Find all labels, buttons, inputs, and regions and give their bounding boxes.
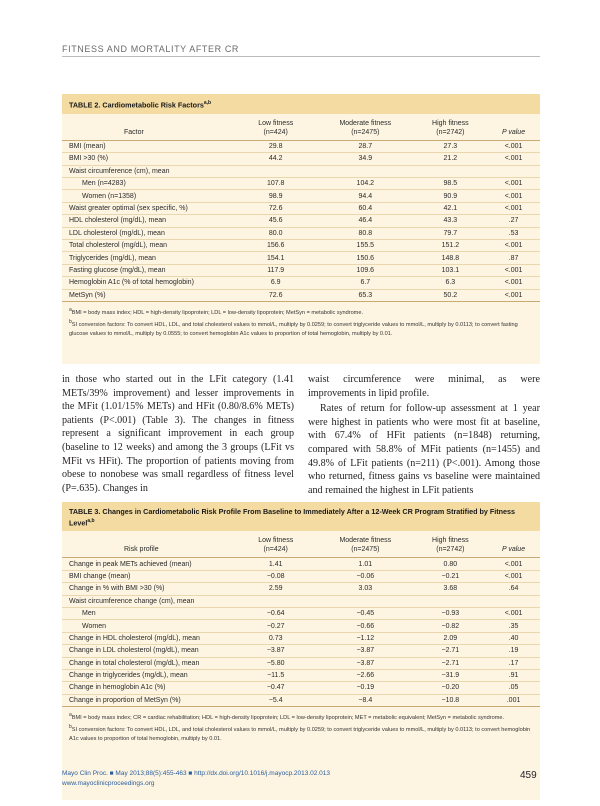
low-fitness-value: 45.6: [234, 215, 317, 227]
table-row: [62, 632, 540, 644]
table-row: [62, 570, 540, 582]
low-fitness-value: −0.64: [234, 607, 317, 619]
p-value: .53: [487, 227, 540, 239]
table-2-grid: [62, 114, 540, 302]
low-fitness-value: 6.9: [234, 277, 317, 289]
p-value: <.001: [487, 190, 540, 202]
table-2-footnote-a: $^a$BMI = body mass index; HDL = high-density lipoprotein; LDL = low-density lipoprotein; MetSyn = metabolic syndrome.: [69, 306, 364, 316]
high-fitness-value: 3.68: [414, 583, 488, 595]
table-row: [62, 215, 540, 227]
high-fitness-value: −2.71: [414, 657, 488, 669]
table-3-caption: [62, 502, 540, 531]
p-value: <.001: [487, 570, 540, 582]
low-fitness-value: −5.80: [234, 657, 317, 669]
running-header: FITNESS AND MORTALITY AFTER CR: [62, 44, 240, 54]
t2-header-blank: [62, 114, 234, 128]
moderate-fitness-value: [317, 165, 414, 177]
t3-header-moderate-n: (n=2475): [317, 545, 414, 558]
row-label: MetSyn (%): [62, 289, 234, 301]
low-fitness-value: 44.2: [234, 153, 317, 165]
body-column-left: [62, 373, 294, 495]
p-value: <.001: [487, 289, 540, 301]
high-fitness-value: [414, 595, 488, 607]
low-fitness-value: [234, 595, 317, 607]
high-fitness-value: 50.2: [414, 289, 488, 301]
high-fitness-value: −10.8: [414, 694, 488, 706]
row-label: Men: [62, 607, 234, 619]
moderate-fitness-value: 34.9: [317, 153, 414, 165]
p-value: .91: [487, 669, 540, 681]
moderate-fitness-value: 6.7: [317, 277, 414, 289]
row-label: Change in triglycerides (mg/dL), mean: [62, 669, 234, 681]
moderate-fitness-value: 155.5: [317, 240, 414, 252]
moderate-fitness-value: −2.66: [317, 669, 414, 681]
low-fitness-value: 154.1: [234, 252, 317, 264]
high-fitness-value: [414, 165, 488, 177]
t3-header-risk-profile: Risk profile: [62, 545, 234, 558]
moderate-fitness-value: 150.6: [317, 252, 414, 264]
high-fitness-value: 98.5: [414, 178, 488, 190]
row-label: HDL cholesterol (mg/dL), mean: [62, 215, 234, 227]
p-value: [487, 165, 540, 177]
moderate-fitness-value: −0.45: [317, 607, 414, 619]
p-value: <.001: [487, 178, 540, 190]
row-label: Change in hemoglobin A1c (%): [62, 682, 234, 694]
low-fitness-value: 107.8: [234, 178, 317, 190]
p-value: .64: [487, 583, 540, 595]
table-row: [62, 202, 540, 214]
table-row: [62, 694, 540, 706]
high-fitness-value: 90.9: [414, 190, 488, 202]
low-fitness-value: 29.8: [234, 140, 317, 152]
body-right-paragraph-2: Rates of return for follow-up assessment at 1 year were highest in patients who were most fit at baseline, with 67.4% of HFit patients (n=1848) returning, compared with 58.8% of MFit patients (n=1455) and 49.8% of LFit patients (n=211) (P<.001). Among those who returned, fitness gains vs baseline were maintained and remained the highest in LFit patients: [308, 403, 540, 496]
moderate-fitness-value: −0.19: [317, 682, 414, 694]
table-3-caption-text: TABLE 3. Changes in Cardiometabolic Risk Profile From Baseline to Immediately After a 12-Week CR Program Stratified by Fitness Level: [69, 507, 516, 527]
low-fitness-value: 72.6: [234, 202, 317, 214]
row-label: Change in proportion of MetSyn (%): [62, 694, 234, 706]
table-3-body: [62, 558, 540, 707]
p-value: <.001: [487, 140, 540, 152]
footer-citation[interactable]: Mayo Clin Proc. ■ May 2013;88(5):455-463 ■ http://dx.doi.org/10.1016/j.mayocp.2013.02.013: [62, 770, 331, 777]
table-2-caption-sup: a,b: [203, 100, 212, 106]
table-3: [62, 502, 540, 800]
high-fitness-value: −2.71: [414, 645, 488, 657]
table-row: [62, 583, 540, 595]
row-label: Women: [62, 620, 234, 632]
table-row: [62, 607, 540, 619]
t2-header-factor: Factor: [62, 128, 234, 141]
t3-header-high: High fitness: [432, 537, 469, 545]
body-column-right: [308, 373, 540, 497]
low-fitness-value: 0.73: [234, 632, 317, 644]
p-value: <.001: [487, 277, 540, 289]
body-right-paragraph-1: waist circumference were minimal, as were improvements in lipid profile.: [308, 374, 540, 399]
row-label: Men (n=4283): [62, 178, 234, 190]
low-fitness-value: [234, 165, 317, 177]
table-row: [62, 227, 540, 239]
p-value: <.001: [487, 153, 540, 165]
table-row: [62, 190, 540, 202]
row-label: Change in % with BMI >30 (%): [62, 583, 234, 595]
table-3-footnote-b: $^b$SI conversion factors: To convert HDL, LDL, and total cholesterol values to mmol/L, multiply by 0.0259; to convert triglyceride values to mmol/L, multiply by 0.0113; to convert hemoglobin A1c values to proportion of total hemoglobin, multiply by 0.01.: [69, 724, 531, 742]
table-2-caption-text: TABLE 2. Cardiometabolic Risk Factors: [69, 100, 204, 110]
table-row: [62, 264, 540, 276]
low-fitness-value: 98.9: [234, 190, 317, 202]
table-2-body: [62, 140, 540, 301]
p-value: .87: [487, 252, 540, 264]
t2-header-low: Low fitness: [258, 119, 294, 127]
p-value: .001: [487, 694, 540, 706]
high-fitness-value: 2.09: [414, 632, 488, 644]
low-fitness-value: −0.27: [234, 620, 317, 632]
high-fitness-value: 6.3: [414, 277, 488, 289]
high-fitness-value: 148.8: [414, 252, 488, 264]
row-label: Change in HDL cholesterol (mg/dL), mean: [62, 632, 234, 644]
table-row: [62, 620, 540, 632]
high-fitness-value: 151.2: [414, 240, 488, 252]
t2-footnote-b-text: SI conversion factors: To convert HDL, LDL, and total cholesterol values to mmol/L, multiply by 0.0259; to convert triglyceride values to mmol/L, multiply by 0.0113; to convert fasting glucose values to mmol/L, multiply by 0.0555; to convert hemoglobin A1c values to proportion of total hemoglobin, multiply by 0.01.: [69, 322, 518, 337]
p-value: <.001: [487, 240, 540, 252]
row-label: Change in LDL cholesterol (mg/dL), mean: [62, 645, 234, 657]
high-fitness-value: −0.20: [414, 682, 488, 694]
high-fitness-value: 103.1: [414, 264, 488, 276]
low-fitness-value: −0.08: [234, 570, 317, 582]
t2-header-p-blank: [487, 114, 540, 128]
high-fitness-value: −0.93: [414, 607, 488, 619]
table-row: [62, 165, 540, 177]
row-label: LDL cholesterol (mg/dL), mean: [62, 227, 234, 239]
t3-header-blank: [62, 531, 234, 545]
row-label: Waist greater optimal (sex specific, %): [62, 202, 234, 214]
t2-header-moderate: Moderate fitness: [339, 119, 392, 127]
table-row: [62, 657, 540, 669]
p-value: .17: [487, 657, 540, 669]
table-3-footnote-a: $^a$BMI = body mass index; CR = cardiac rehabilitation; HDL = high-density lipoprotein; LDL = low-density lipoprotein; MET = metabolic equivalent; MetSyn = metabolic syndrome.: [69, 712, 505, 721]
row-label: BMI change (mean): [62, 570, 234, 582]
table-row: [62, 153, 540, 165]
header-rule: [62, 56, 540, 57]
moderate-fitness-value: −3.87: [317, 645, 414, 657]
table-row: [62, 558, 540, 570]
moderate-fitness-value: 46.4: [317, 215, 414, 227]
table-row: [62, 595, 540, 607]
table-2-caption: [62, 94, 540, 114]
moderate-fitness-value: 65.3: [317, 289, 414, 301]
t2-header-high-n: (n=2742): [414, 128, 488, 141]
t3-header-p-blank: [487, 531, 540, 545]
t2-footnote-a-text: BMI = body mass index; HDL = high-density lipoprotein; LDL = low-density lipoprotein; MetSyn = metabolic syndrome.: [71, 309, 364, 316]
p-value: <.001: [487, 264, 540, 276]
p-value: .05: [487, 682, 540, 694]
low-fitness-value: −5.4: [234, 694, 317, 706]
high-fitness-value: 43.3: [414, 215, 488, 227]
t2-header-moderate-n: (n=2475): [317, 128, 414, 141]
body-left-paragraph: in those who started out in the LFit category (1.41 METs/39% improvement) and lesser improvements in the MFit (1.01/15% METs) and HFit (0.80/8.6% METs) patients (P<.001) (Table 3). The changes in fitness represent a significant improvement in each group (baseline to 12 weeks) and among the 3 groups (LFit vs MFit vs HFit). The proportion of patients moving from obese to nonobese was small regardless of fitness level (P=.635). Changes in: [62, 374, 294, 494]
moderate-fitness-value: −0.66: [317, 620, 414, 632]
table-row: [62, 289, 540, 301]
table-row: [62, 669, 540, 681]
row-label: Change in peak METs achieved (mean): [62, 558, 234, 570]
low-fitness-value: 72.6: [234, 289, 317, 301]
low-fitness-value: 156.6: [234, 240, 317, 252]
table-row: [62, 277, 540, 289]
row-label: BMI >30 (%): [62, 153, 234, 165]
t3-footnote-b-text: SI conversion factors: To convert HDL, LDL, and total cholesterol values to mmol/L, multiply by 0.0259; to convert triglyceride values to mmol/L, multiply by 0.0113; to convert hemoglobin A1c values to proportion of total hemoglobin, multiply by 0.01.: [69, 727, 531, 742]
high-fitness-value: 42.1: [414, 202, 488, 214]
p-value: .35: [487, 620, 540, 632]
table-2: [62, 94, 540, 364]
p-value: .19: [487, 645, 540, 657]
t3-header-moderate: Moderate fitness: [339, 537, 392, 545]
low-fitness-value: 117.9: [234, 264, 317, 276]
moderate-fitness-value: 1.01: [317, 558, 414, 570]
low-fitness-value: 80.0: [234, 227, 317, 239]
moderate-fitness-value: −3.87: [317, 657, 414, 669]
row-label: Waist circumference change (cm), mean: [62, 595, 234, 607]
moderate-fitness-value: 3.03: [317, 583, 414, 595]
moderate-fitness-value: −8.4: [317, 694, 414, 706]
p-value: [487, 595, 540, 607]
table-3-grid: [62, 531, 540, 707]
row-label: Change in total cholesterol (mg/dL), mean: [62, 657, 234, 669]
t3-header-p: P value: [487, 545, 540, 558]
p-value: .27: [487, 215, 540, 227]
page-number: 459: [520, 770, 537, 781]
row-label: Total cholesterol (mg/dL), mean: [62, 240, 234, 252]
row-label: Hemoglobin A1c (% of total hemoglobin): [62, 277, 234, 289]
t3-header-high-n: (n=2742): [414, 545, 488, 558]
high-fitness-value: 21.2: [414, 153, 488, 165]
p-value: <.001: [487, 202, 540, 214]
row-label: BMI (mean): [62, 140, 234, 152]
t3-header-low: Low fitness: [258, 537, 294, 545]
table-row: [62, 682, 540, 694]
row-label: Triglycerides (mg/dL), mean: [62, 252, 234, 264]
t2-header-high: High fitness: [432, 119, 469, 127]
moderate-fitness-value: 28.7: [317, 140, 414, 152]
table-row: [62, 178, 540, 190]
table-3-caption-sup: a,b: [87, 517, 95, 524]
high-fitness-value: 79.7: [414, 227, 488, 239]
t2-header-p: P value: [487, 128, 540, 141]
table-row: [62, 645, 540, 657]
moderate-fitness-value: 60.4: [317, 202, 414, 214]
row-label: Women (n=1358): [62, 190, 234, 202]
t3-footnote-a-text: BMI = body mass index; CR = cardiac rehabilitation; HDL = high-density lipoprotein; LDL = low-density lipoprotein; MET = metabolic equivalent; MetSyn = metabolic syndrome.: [71, 714, 505, 721]
moderate-fitness-value: −1.12: [317, 632, 414, 644]
moderate-fitness-value: 80.8: [317, 227, 414, 239]
high-fitness-value: −31.9: [414, 669, 488, 681]
low-fitness-value: −11.5: [234, 669, 317, 681]
p-value: <.001: [487, 558, 540, 570]
t2-header-low-n: (n=424): [234, 128, 317, 141]
moderate-fitness-value: [317, 595, 414, 607]
moderate-fitness-value: 109.6: [317, 264, 414, 276]
high-fitness-value: 27.3: [414, 140, 488, 152]
high-fitness-value: −0.21: [414, 570, 488, 582]
moderate-fitness-value: −0.06: [317, 570, 414, 582]
moderate-fitness-value: 94.4: [317, 190, 414, 202]
table-row: [62, 240, 540, 252]
footer-website-link[interactable]: www.mayoclinicproceedings.org: [62, 780, 155, 787]
p-value: <.001: [487, 607, 540, 619]
p-value: .40: [487, 632, 540, 644]
low-fitness-value: 2.59: [234, 583, 317, 595]
t3-header-low-n: (n=424): [234, 545, 317, 558]
high-fitness-value: 0.80: [414, 558, 488, 570]
table-row: [62, 140, 540, 152]
row-label: Waist circumference (cm), mean: [62, 165, 234, 177]
table-row: [62, 252, 540, 264]
low-fitness-value: 1.41: [234, 558, 317, 570]
moderate-fitness-value: 104.2: [317, 178, 414, 190]
low-fitness-value: −3.87: [234, 645, 317, 657]
high-fitness-value: −0.82: [414, 620, 488, 632]
row-label: Fasting glucose (mg/dL), mean: [62, 264, 234, 276]
table-2-footnote-b: $^b$SI conversion factors: To convert HDL, LDL, and total cholesterol values to mmol/L, multiply by 0.0259; to convert triglyceride values to mmol/L, multiply by 0.0113; to convert fasting glucose values to mmol/L, multiply by 0.0555; to convert hemoglobin A1c values to proportion of total hemoglobin, multiply by 0.01.: [69, 319, 518, 337]
low-fitness-value: −0.47: [234, 682, 317, 694]
